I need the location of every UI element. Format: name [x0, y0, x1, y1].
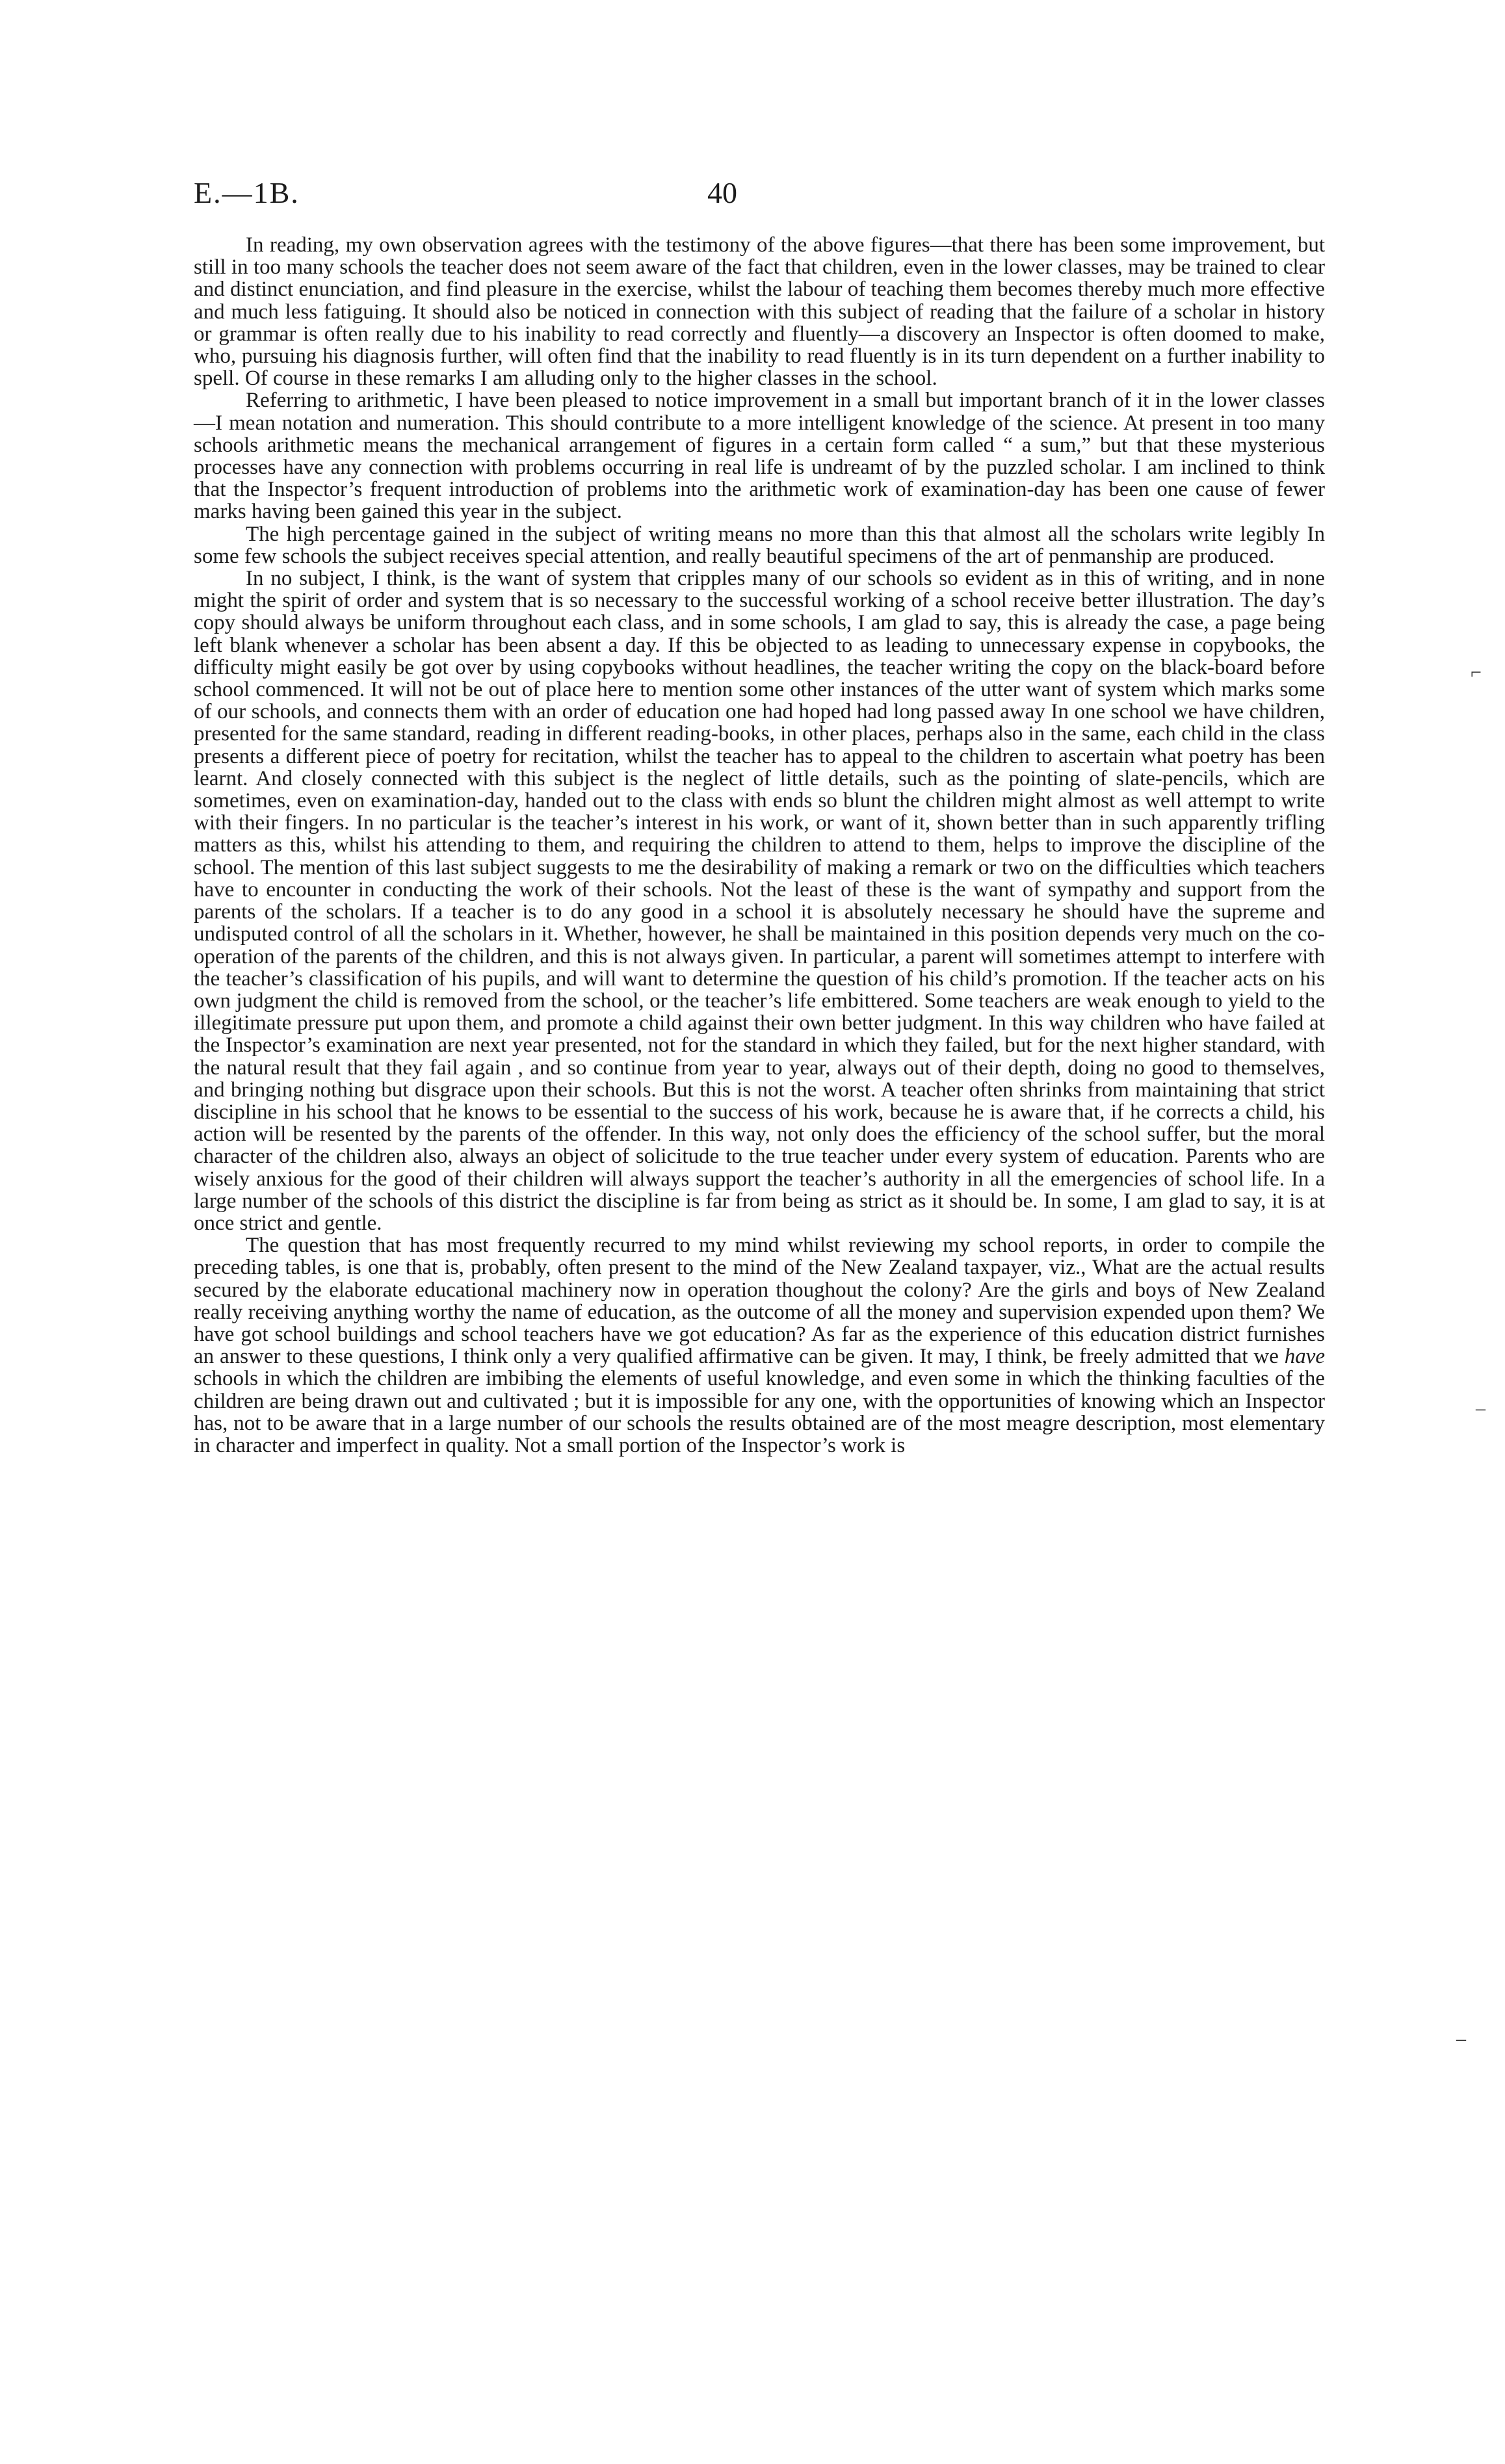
page-header: [194, 175, 1325, 234]
paragraph-question-text: The question that has most frequently recurred to my mind whilst reviewing my school reports, in order to compile the preceding tables, is one that is, probably, often present to the mind of the New Zealand taxpayer, viz., What are the actual results secured by the elaborate educational machinery now in operation thoughout the colony? Are the girls and boys of New Zealand really receiving anything worthy the name of education, as the outcome of all the money and supervision expended upon them? We have got school buildings and school teachers have we got education? As far as the experience of this education district furnishes an answer to these questions, I think only a very qualified affirmative can be given. It may, I think, be freely admitted that we: [194, 1234, 1325, 1369]
document-code: E.—1B.: [194, 176, 300, 209]
margin-mark: –: [1476, 1397, 1485, 1419]
paragraph-system: In no subject, I think, is the want of system that cripples many of our schools so evident as in this of writing, and in none might the spirit of order and system that is so necessary to the successful working of a school receive better illustration. The day’s copy should always be uniform throughout each class, and in some schools, I am glad to say, this is already the case, a page being left blank whenever a scholar has been absent a day. If this be objected to as leading to unnecessary expense in copybooks, the difficulty might easily be got over by using copybooks without headlines, the teacher writing the copy on the black-board before school commenced. It will not be out of place here to mention some other instances of the utter want of system which marks some of our schools, and connects them with an order of education one had hoped had long passed away In one school we have children, presented for the same standard, reading in different reading-books, in other places, perhaps also in the same, each child in the class presents a different piece of poetry for recitation, whilst the teacher has to appeal to the children to ascertain what poetry has been learnt. And closely connected with this subject is the neglect of little details, such as the pointing of slate-pencils, which are sometimes, even on examination-day, handed out to the class with ends so blunt the children might almost as well attempt to write with their fingers. In no particular is the teacher’s interest in his work, or want of it, shown better than in such apparently trifling matters as this, whilst his attending to them, and requiring the children to attend to them, helps to improve the discipline of the school. The mention of this last subject suggests to me the desirability of making a remark or two on the difficulties which teachers have to encounter in conducting the work of their schools. Not the least of these is the want of sympathy and support from the parents of the scholars. If a teacher is to do any good in a school it is absolutely necessary he should have the supreme and undisputed control of all the scholars in it. Whether, however, he shall be maintained in this position depends very much on the co-operation of the parents of the children, and this is not always given. In particular, a parent will sometimes attempt to interfere with the teacher’s classification of his pupils, and will want to determine the question of his child’s promotion. If the teacher acts on his own judgment the child is removed from the school, or the teacher’s life embittered. Some teachers are weak enough to yield to the illegitimate pressure put upon them, and promote a child against their own better judgment. In this way children who have failed at the Inspector’s examination are next year presented, not for the standard in which they failed, but for the next higher standard, with the natural result that they fail again , and so continue from year to year, always out of their depth, doing no good to themselves, and bringing nothing but disgrace upon their schools. But this is not the worst. A teacher often shrinks from maintaining that strict discipline in his school that he knows to be essential to the success of his work, because he is aware that, if he corrects a child, his action will be resented by the parents of the offender. In this way, not only does the efficiency of the school suffer, but the moral character of the children also, always an object of solicitude to the true teacher under every system of education. Parents who are wisely anxious for the good of their children will always support the teacher’s authority in all the emergencies of school life. In a large number of the schools of this district the discipline is far from being as strict as it should be. In some, I am glad to say, it is at once strict and gentle.: [194, 567, 1325, 1235]
margin-mark: –: [1456, 2028, 1466, 2049]
body-text: [194, 234, 1325, 1457]
paragraph-arithmetic: Referring to arithmetic, I have been pleased to notice improvement in a small but important branch of it in the lower classes—I mean notation and numeration. This should contribute to a more intelligent knowledge of the science. At present in too many schools arithmetic means the mechanical arrangement of figures in a certain form called “ a sum,” but that these mysterious processes have any connection with problems occurring in real life is undreamt of by the puzzled scholar. I am inclined to think that the Inspector’s frequent introduction of problems into the arithmetic work of examination-day has been one cause of fewer marks having been gained this year in the subject.: [194, 389, 1325, 524]
margin-mark: ⌐: [1471, 662, 1482, 683]
page-number: 40: [707, 176, 737, 209]
paragraph-writing: The high percentage gained in the subject of writing means no more than this that almost all the scholars write legibly In some few schools the subject receives special attention, and really beautiful specimens of the art of penmanship are produced.: [194, 522, 1325, 568]
emphasis-word: have: [1284, 1345, 1326, 1369]
paragraph-question: [194, 1234, 1325, 1457]
paragraph-reading: In reading, my own observation agrees with the testimony of the above figures—that there has been some improvement, but still in too many schools the teacher does not seem aware of the fact that children, even in the lower classes, may be trained to clear and distinct enunciation, and find pleasure in the exercise, whilst the labour of teaching them becomes thereby much more effective and much less fatiguing. It should also be noticed in connection with this subject of reading that the failure of a scholar in history or grammar is often really due to his inability to read correctly and fluently—a discovery an Inspector is often doomed to make, who, pursuing his diagnosis further, will often find that the inability to read fluently is in its turn dependent on a further inability to spell. Of course in these remarks I am alluding only to the higher classes in the school.: [194, 233, 1325, 391]
document-page: [194, 175, 1325, 1457]
paragraph-question-continued: schools in which the children are imbibing the elements of useful knowledge, and even some in which the thinking faculties of the children are being drawn out and cultivated ; but it is impossible for any one, with the opportunities of knowing which an Inspector has, not to be aware that in a large number of our schools the results obtained are of the most meagre description, most elementary in character and imperfect in quality. Not a small portion of the Inspector’s work is: [194, 1367, 1325, 1457]
